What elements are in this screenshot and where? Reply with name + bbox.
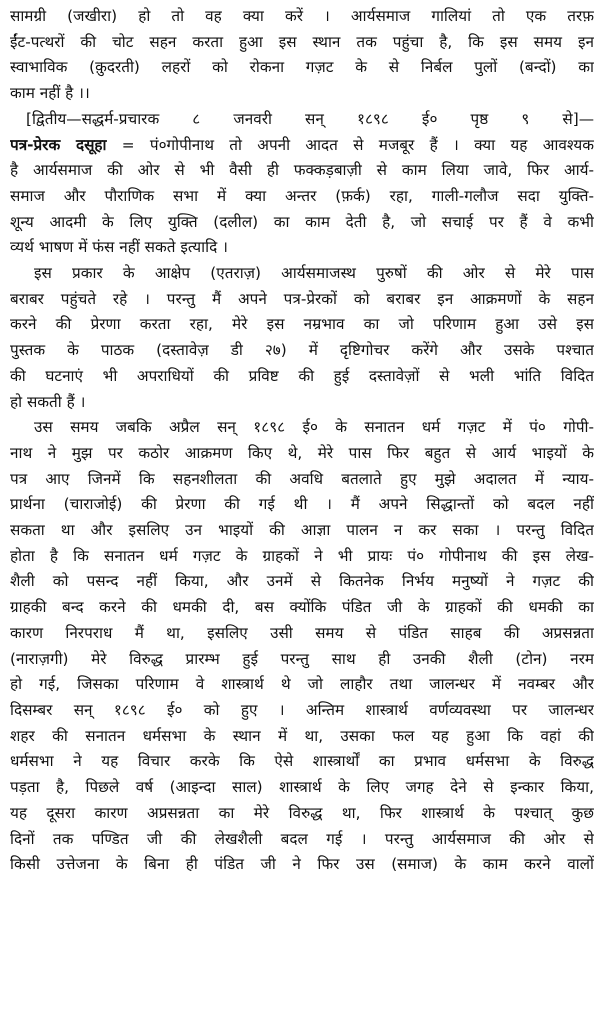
text-line: हो सकती हैं । [10,392,86,411]
text-line: प्रार्थना (चाराजोई) की प्रेरणा की गई थी । मैं अपने सिद्धान्तों को बदल नहीं [10,495,594,514]
text-line: सामग्री (जखीरा) हो तो वह क्या करें । आर्यसमाज गालियां तो एक तरफ़ [10,7,594,25]
text-line: काम नहीं है ।। [10,84,90,103]
paragraph-2 [10,107,594,261]
text-line: पुस्तक के पाठक (दस्तावेज़ डी २७) में दृष्टिगोचर करेंगे और उसके पश्चात [10,341,594,360]
text-line: नाथ ने मुझ पर कठोर आक्रमण किए थे, मेरे पास फिर बहुत से आर्य भाइयों के [10,443,594,462]
correspondent-label: पत्र-प्रेरक दसूहा [10,135,107,154]
text-line: स्वाभाविक (क़ुदरती) लहरों को रोकना गज़ट के से निर्बल पुलों (बन्दों) का [10,58,594,77]
text-line [10,133,594,159]
text-line: होता है कि सनातन धर्म गज़ट के ग्राहकों ने भी प्रायः पं० गोपीनाथ की इस लेख- [10,546,594,565]
text-line: शून्य आदमी के लिए युक्ति (दलील) का काम देती है, जो सचाई पर हैं वे कभी [10,212,594,231]
text-line: पड़ता है, पिछले वर्ष (आइन्दा साल) शास्त्रार्थ के लिए जगह देने से इन्कार किया, [10,778,594,797]
text-line: सकता था और इसलिए उन भाइयों की आज्ञा पालन न कर सका । परन्तु विदित [10,521,594,540]
text-line: धर्मसभा ने यह विचार करके कि ऐसे शास्त्रार्थों का प्रभाव धर्मसभा के विरुद्ध [10,752,594,771]
text-line: किसी उत्तेजना के बिना ही पंडित जी ने फिर उस (समाज) के काम करने वालों [10,855,594,874]
text-line: (नाराज़गी) मेरे विरुद्ध प्रारम्भ हुई परन्तु साथ ही उनकी शैली (टोन) नरम [10,649,594,668]
text-line: इस प्रकार के आक्षेप (एतराज़) आर्यसमाजस्थ पुरुषों की ओर से मेरे पास [34,264,594,283]
text-line: पत्र आए जिनमें कि सहनशीलता की अवधि बतलाते हुए मुझे अदालत में न्याय- [10,469,594,488]
paragraph-4 [10,415,594,878]
text-line: यह दूसरा कारण अप्रसन्नता का मेरे विरुद्ध था, फिर शास्त्रार्थ के पश्चात् कुछ [10,803,594,822]
text-line: समाज और पौराणिक सभा में क्या अन्तर (फ़र्क) रहा, गाली-गलौज सदा युक्ति- [10,186,594,205]
text-line: व्यर्थ भाषण में फंस नहीं सकते इत्यादि । [10,238,228,257]
text-line: शहर की सनातन धर्मसभा के स्थान में था, उसका फल यह हुआ कि वहां की [10,726,594,745]
text-line: दिनों तक पण्डित जी की लेखशैली बदल गई । परन्तु आर्यसमाज की ओर से [10,829,594,848]
text-line: ईंट-पत्थरों की चोट सहन करता हुआ इस स्थान तक पहुंचा है, कि इस समय इन [10,32,594,51]
paragraph-1 [10,4,594,107]
text-line: दिसम्बर सन् १८९८ ई० को हुए । अन्तिम शास्त्रार्थ वर्णव्यवस्था पर जालन्धर [10,700,594,719]
text-line: हो गई, जिसका परिणाम वे शास्त्रार्थ थे जो लाहौर तथा जालन्धर में नवम्बर और [10,675,594,694]
text-line: की घटनाएं भी अपराधियों की प्रविष्ट की हुई दस्तावेज़ों से भली भांति विदित [10,366,594,385]
text-line: कारण निरपराध मैं था, इसलिए उसी समय से पंडित साहब की अप्रसन्नता [10,623,594,642]
paragraph-3 [10,261,594,415]
text-line-rest: = पं०गोपीनाथ तो अपनी आदत से मजबूर हैं । क्या यह आवश्यक [106,135,594,154]
document-page [10,4,594,878]
text-line: ग्राहकी बन्द करने की धमकी दी, बस क्योंकि पंडित जी के ग्राहकों की धमकी का [10,598,594,617]
text-line: बराबर पहुंचते रहे । परन्तु मैं अपने पत्र-प्रेरकों को बराबर इन आक्रमणों के सहन [10,289,594,308]
text-line: है आर्यसमाज की ओर से भी वैसी ही फक्कड़बाज़ी से काम लिया जावे, फिर आर्य- [10,161,594,180]
text-line: करने की प्रेरणा करता रहा, मेरे इस नम्रभाव का जो परिणाम हुआ उसे इस [10,315,594,334]
citation-line: [द्वितीय—सद्धर्म-प्रचारक ८ जनवरी सन् १८९८ ई० पृष्ठ ९ से]— [26,109,594,128]
text-line: उस समय जबकि अप्रैल सन् १८९८ ई० के सनातन धर्म गज़ट में पं० गोपी- [34,418,594,437]
text-line: शैली को पसन्द नहीं किया, और उनमें से कितनेक निर्भय मनुष्यों ने गज़ट की [10,572,594,591]
